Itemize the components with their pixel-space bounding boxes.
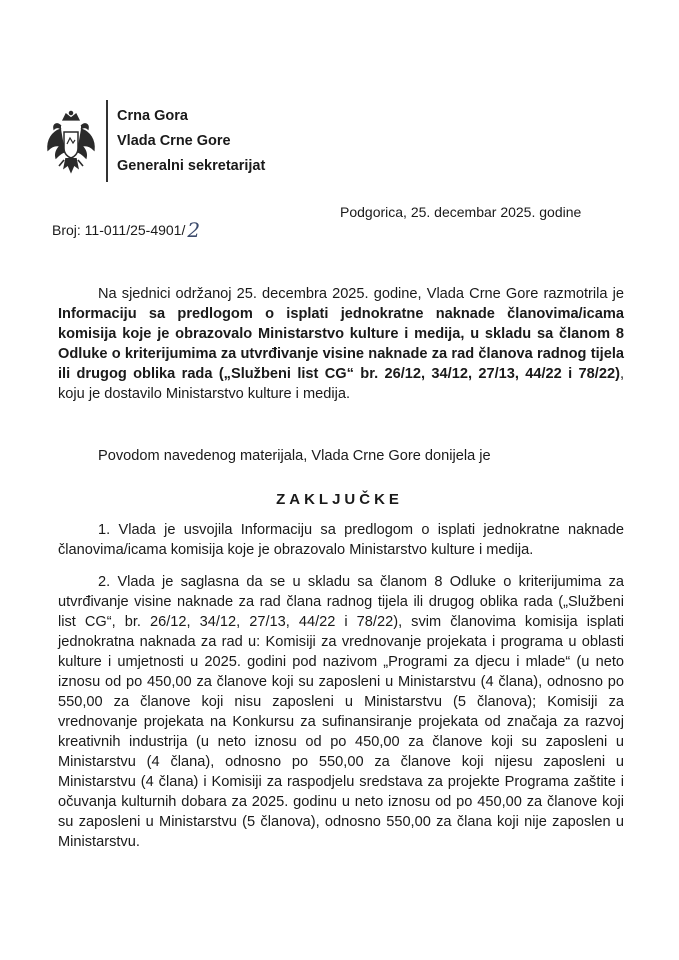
place-date: Podgorica, 25. decembar 2025. godine xyxy=(340,204,582,220)
reference-number-text: Broj: 11-011/25-4901/ xyxy=(52,222,186,238)
paragraph-intro xyxy=(58,284,624,404)
header-divider xyxy=(106,100,108,182)
paragraph-intro-lead: Na sjednici održanoj 25. decembra 2025. godine, Vlada Crne Gore razmotrila je xyxy=(98,286,624,302)
paragraph-decision: Povodom navedenog materijala, Vlada Crne Gore donijela je xyxy=(98,448,491,464)
letterhead-country: Crna Gora xyxy=(117,108,188,124)
paragraph-intro-bold: Informaciju sa predlogom o isplati jednokratne naknade članovima/icama komisija koje je obrazovalo Ministarstvo kulture i medija, u skladu sa članom 8 Odluke o kriterijumima za utvrđivanje visine naknade za rad članova radnog tijela ili drugog oblika rada („Službeni list CG“ br. 26/12, 34/12, 27/13, 44/22 i 78/22) xyxy=(58,306,624,382)
conclusion-2: 2. Vlada je saglasna da se u skladu sa članom 8 Odluke o kriterijumima za utvrđivanje visine naknade za rad člana radnog tijela ili drugog oblika rada („Službeni list CG“, br. 26/12, 34/12, 27/13, 44/22 i 78/22), svim članovima komisija isplati jednokratna naknada za rad u: Komisiji za vrednovanje projekata i programa u oblasti kulture i umjetnosti u 2025. godini pod nazivom „Programi za djecu i mlade“ (u neto iznosu od po 450,00 za članove koji su zaposleni u Ministarstvu (4 člana), odnosno po 550,00 za članove koji nisu zaposleni u Ministarstvu (5 članova); Komisiji za vrednovanje projekata na Konkursu za sufinansiranje projekata od značaja za razvoj kreativnih industrija (u neto iznosu od po 450,00 za članove koji su zaposleni u Ministarstvu (4 člana), odnosno po 550,00 za članove koji nijesu zaposleni u Ministarstvu (4 člana) i Komisiji za raspodjelu sredstava za projekte Programa zaštite i očuvanja kulturnih dobara za 2025. godinu u neto iznosu od po 450,00 za članove koji su zaposleni u Ministarstvu (5 članova), odnosno 550,00 za člana koji nije zaposlen u Ministarstvu. xyxy=(58,574,624,850)
conclusion-1: 1. Vlada je usvojila Informaciju sa predlogom o isplati jednokratne naknade članovima/icama komisija koje je obrazovalo Ministarstvo kulture i medija. xyxy=(58,522,624,558)
paragraph-intro-tail: , koju je dostavilo Ministarstvo kulture i medija. xyxy=(58,366,624,402)
handwritten-suffix: 2 xyxy=(187,218,201,242)
conclusions-heading: ZAKLJUČKE xyxy=(276,491,403,508)
letterhead-government: Vlada Crne Gore xyxy=(117,133,231,149)
montenegro-coat-of-arms-icon xyxy=(44,110,98,178)
letterhead xyxy=(117,104,265,179)
reference-number xyxy=(52,216,200,240)
letterhead-secretariat: Generalni sekretarijat xyxy=(117,158,266,174)
